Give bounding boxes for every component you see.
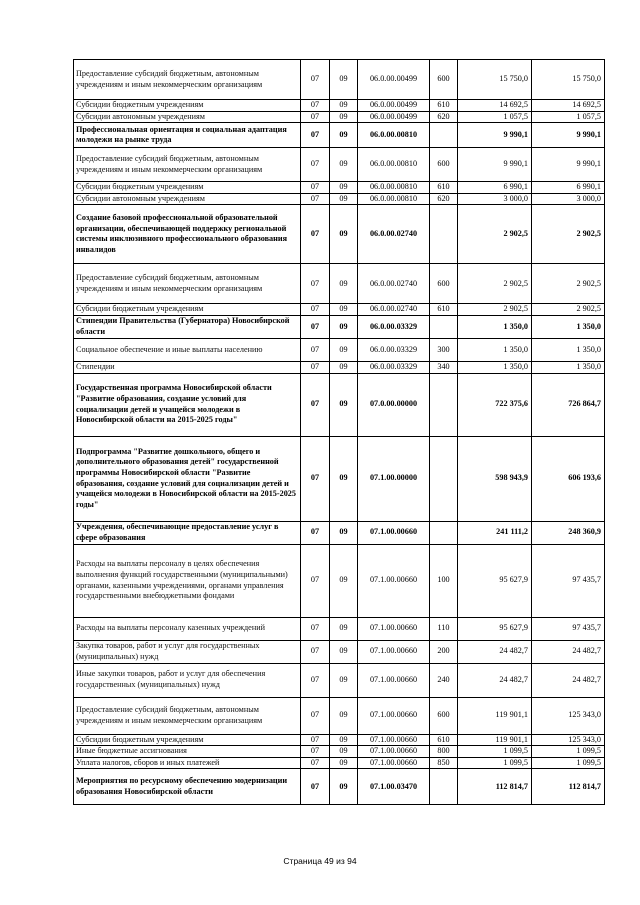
row-subsection-code: 09 [330,640,358,663]
row-name: Субсидии автономным учреждениям [74,193,301,205]
row-expense-type: 240 [430,663,458,697]
table-row [74,617,605,640]
row-amount-year-1: 112 814,7 [458,769,532,805]
row-expense-type: 600 [430,697,458,734]
row-name: Субсидии бюджетным учреждениям [74,304,301,316]
row-target-article: 07.1.00.00660 [358,640,430,663]
row-section-code: 07 [301,617,330,640]
row-amount-year-1: 9 990,1 [458,148,532,182]
row-amount-year-2: 14 692,5 [532,100,605,112]
row-subsection-code: 09 [330,304,358,316]
row-amount-year-2: 97 435,7 [532,617,605,640]
row-expense-type [430,769,458,805]
table-row [74,182,605,194]
row-section-code: 07 [301,304,330,316]
row-expense-type: 200 [430,640,458,663]
row-name: Расходы на выплаты персоналу казенных учреждений [74,617,301,640]
row-amount-year-1: 14 692,5 [458,100,532,112]
row-amount-year-2: 2 902,5 [532,264,605,304]
row-section-code: 07 [301,436,330,521]
row-target-article: 07.0.00.00000 [358,373,430,436]
row-amount-year-1: 9 990,1 [458,123,532,148]
row-target-article: 06.0.00.00810 [358,123,430,148]
row-amount-year-1: 119 901,1 [458,734,532,746]
row-name: Уплата налогов, сборов и иных платежей [74,757,301,769]
table-row [74,663,605,697]
row-section-code: 07 [301,315,330,338]
row-amount-year-2: 1 350,0 [532,338,605,361]
row-amount-year-2: 3 000,0 [532,193,605,205]
row-section-code: 07 [301,193,330,205]
row-section-code: 07 [301,544,330,617]
row-name: Предоставление субсидий бюджетным, автономным учреждениям и иным некоммерческим организациям [74,148,301,182]
row-subsection-code: 09 [330,60,358,100]
row-expense-type: 110 [430,617,458,640]
table-row [74,373,605,436]
row-target-article: 07.1.00.00660 [358,734,430,746]
row-name: Субсидии бюджетным учреждениям [74,182,301,194]
row-amount-year-2: 125 343,0 [532,697,605,734]
row-subsection-code: 09 [330,697,358,734]
row-target-article: 06.0.00.02740 [358,304,430,316]
row-name: Иные бюджетные ассигнования [74,746,301,758]
row-target-article: 06.0.00.02740 [358,205,430,264]
row-target-article: 06.0.00.03329 [358,315,430,338]
row-target-article: 07.1.00.00000 [358,436,430,521]
row-amount-year-1: 1 350,0 [458,361,532,373]
budget-table-body [74,60,605,805]
row-name: Закупка товаров, работ и услуг для государственных (муниципальных) нужд [74,640,301,663]
row-name: Социальное обеспечение и иные выплаты населению [74,338,301,361]
row-target-article: 06.0.00.00810 [358,182,430,194]
row-amount-year-2: 6 990,1 [532,182,605,194]
row-subsection-code: 09 [330,193,358,205]
row-subsection-code: 09 [330,182,358,194]
row-amount-year-1: 24 482,7 [458,663,532,697]
row-expense-type [430,123,458,148]
row-target-article: 07.1.00.00660 [358,663,430,697]
row-subsection-code: 09 [330,617,358,640]
row-subsection-code: 09 [330,521,358,544]
row-amount-year-2: 248 360,9 [532,521,605,544]
row-expense-type [430,373,458,436]
row-subsection-code: 09 [330,111,358,123]
row-target-article: 06.0.00.03329 [358,338,430,361]
row-amount-year-2: 2 902,5 [532,205,605,264]
row-name: Субсидии автономным учреждениям [74,111,301,123]
row-expense-type: 610 [430,100,458,112]
table-row [74,60,605,100]
row-name: Стипендии [74,361,301,373]
row-target-article: 06.0.00.02740 [358,264,430,304]
table-row [74,193,605,205]
row-amount-year-2: 97 435,7 [532,544,605,617]
row-name: Субсидии бюджетным учреждениям [74,734,301,746]
row-amount-year-1: 119 901,1 [458,697,532,734]
table-row [74,746,605,758]
table-row [74,264,605,304]
table-row [74,111,605,123]
row-expense-type: 600 [430,60,458,100]
row-section-code: 07 [301,697,330,734]
row-section-code: 07 [301,521,330,544]
row-amount-year-2: 125 343,0 [532,734,605,746]
row-section-code: 07 [301,123,330,148]
row-section-code: 07 [301,60,330,100]
row-target-article: 07.1.00.00660 [358,617,430,640]
row-name: Профессиональная ориентация и социальная адаптация молодежи на рынке труда [74,123,301,148]
row-expense-type: 600 [430,264,458,304]
row-amount-year-2: 1 350,0 [532,361,605,373]
table-row [74,769,605,805]
row-section-code: 07 [301,264,330,304]
row-expense-type: 620 [430,111,458,123]
row-subsection-code: 09 [330,746,358,758]
table-row [74,205,605,264]
row-subsection-code: 09 [330,769,358,805]
row-amount-year-1: 95 627,9 [458,544,532,617]
row-target-article: 06.0.00.00810 [358,148,430,182]
row-amount-year-2: 112 814,7 [532,769,605,805]
row-expense-type [430,315,458,338]
row-section-code: 07 [301,100,330,112]
row-name: Стипендии Правительства (Губернатора) Новосибирской области [74,315,301,338]
row-section-code: 07 [301,205,330,264]
row-amount-year-1: 95 627,9 [458,617,532,640]
row-expense-type: 850 [430,757,458,769]
row-amount-year-1: 1 350,0 [458,315,532,338]
row-name: Предоставление субсидий бюджетным, автономным учреждениям и иным некоммерческим организациям [74,697,301,734]
row-subsection-code: 09 [330,436,358,521]
row-subsection-code: 09 [330,123,358,148]
row-subsection-code: 09 [330,148,358,182]
row-name: Расходы на выплаты персоналу в целях обеспечения выполнения функций государственными (муниципальными) органами, казенными учреждениями, органами управления государственными внебюджетными фондами [74,544,301,617]
table-row [74,338,605,361]
row-section-code: 07 [301,734,330,746]
row-section-code: 07 [301,373,330,436]
row-amount-year-1: 241 111,2 [458,521,532,544]
table-row [74,640,605,663]
row-target-article: 07.1.00.00660 [358,544,430,617]
row-amount-year-1: 2 902,5 [458,304,532,316]
row-section-code: 07 [301,746,330,758]
row-expense-type: 620 [430,193,458,205]
row-section-code: 07 [301,361,330,373]
table-row [74,304,605,316]
row-subsection-code: 09 [330,734,358,746]
row-subsection-code: 09 [330,338,358,361]
row-amount-year-1: 1 099,5 [458,746,532,758]
row-amount-year-1: 3 000,0 [458,193,532,205]
row-amount-year-1: 1 350,0 [458,338,532,361]
row-name: Государственная программа Новосибирской области "Развитие образования, создание условий для социализации детей и учащейся молодежи в Новосибирской области на 2015-2025 годы" [74,373,301,436]
row-amount-year-2: 1 099,5 [532,746,605,758]
table-row [74,697,605,734]
row-amount-year-2: 9 990,1 [532,148,605,182]
row-expense-type: 340 [430,361,458,373]
row-amount-year-1: 24 482,7 [458,640,532,663]
row-expense-type: 610 [430,734,458,746]
row-expense-type [430,205,458,264]
row-expense-type: 610 [430,304,458,316]
row-amount-year-2: 2 902,5 [532,304,605,316]
table-row [74,544,605,617]
row-subsection-code: 09 [330,100,358,112]
row-section-code: 07 [301,182,330,194]
row-name: Иные закупки товаров, работ и услуг для обеспечения государственных (муниципальных) нужд [74,663,301,697]
row-name: Субсидии бюджетным учреждениям [74,100,301,112]
row-expense-type: 610 [430,182,458,194]
row-amount-year-2: 1 099,5 [532,757,605,769]
row-expense-type: 600 [430,148,458,182]
table-row [74,734,605,746]
row-amount-year-1: 1 057,5 [458,111,532,123]
row-subsection-code: 09 [330,757,358,769]
row-expense-type: 800 [430,746,458,758]
row-name: Создание базовой профессиональной образовательной организации, обеспечивающей поддержку региональной системы инклюзивного профессионального образования инвалидов [74,205,301,264]
row-amount-year-1: 1 099,5 [458,757,532,769]
row-section-code: 07 [301,663,330,697]
row-amount-year-2: 1 350,0 [532,315,605,338]
row-target-article: 07.1.00.00660 [358,697,430,734]
row-amount-year-1: 2 902,5 [458,264,532,304]
row-amount-year-2: 606 193,6 [532,436,605,521]
row-target-article: 06.0.00.00499 [358,60,430,100]
row-target-article: 07.1.00.03470 [358,769,430,805]
row-target-article: 06.0.00.00499 [358,111,430,123]
row-subsection-code: 09 [330,373,358,436]
table-row [74,100,605,112]
row-target-article: 06.0.00.00499 [358,100,430,112]
table-row [74,123,605,148]
row-name: Предоставление субсидий бюджетным, автономным учреждениям и иным некоммерческим организациям [74,264,301,304]
table-row [74,436,605,521]
row-target-article: 07.1.00.00660 [358,746,430,758]
row-amount-year-1: 6 990,1 [458,182,532,194]
row-section-code: 07 [301,111,330,123]
row-expense-type: 300 [430,338,458,361]
row-section-code: 07 [301,148,330,182]
row-expense-type [430,436,458,521]
row-amount-year-1: 15 750,0 [458,60,532,100]
row-section-code: 07 [301,338,330,361]
row-amount-year-1: 598 943,9 [458,436,532,521]
row-subsection-code: 09 [330,361,358,373]
row-amount-year-2: 24 482,7 [532,663,605,697]
row-target-article: 07.1.00.00660 [358,521,430,544]
table-row [74,315,605,338]
row-subsection-code: 09 [330,205,358,264]
row-section-code: 07 [301,757,330,769]
row-target-article: 06.0.00.03329 [358,361,430,373]
page-number: Страница 49 из 94 [283,856,357,866]
row-section-code: 07 [301,769,330,805]
table-row [74,361,605,373]
table-row [74,148,605,182]
row-target-article: 06.0.00.00810 [358,193,430,205]
budget-table [73,59,605,805]
row-name: Подпрограмма "Развитие дошкольного, общего и дополнительного образования детей" государственной программы Новосибирской области "Развитие образования, создание условий для социализации детей и учащейся молодежи в Новосибирской области на 2015-2025 годы" [74,436,301,521]
row-amount-year-1: 722 375,6 [458,373,532,436]
row-amount-year-2: 726 864,7 [532,373,605,436]
row-amount-year-2: 1 057,5 [532,111,605,123]
row-name: Мероприятия по ресурсному обеспечению модернизации образования Новосибирской области [74,769,301,805]
row-subsection-code: 09 [330,315,358,338]
row-section-code: 07 [301,640,330,663]
row-expense-type: 100 [430,544,458,617]
row-target-article: 07.1.00.00660 [358,757,430,769]
row-amount-year-2: 15 750,0 [532,60,605,100]
row-subsection-code: 09 [330,544,358,617]
row-name: Предоставление субсидий бюджетным, автономным учреждениям и иным некоммерческим организациям [74,60,301,100]
row-amount-year-2: 24 482,7 [532,640,605,663]
table-row [74,757,605,769]
table-row [74,521,605,544]
row-subsection-code: 09 [330,264,358,304]
row-subsection-code: 09 [330,663,358,697]
row-expense-type [430,521,458,544]
row-amount-year-2: 9 990,1 [532,123,605,148]
row-name: Учреждения, обеспечивающие предоставление услуг в сфере образования [74,521,301,544]
row-amount-year-1: 2 902,5 [458,205,532,264]
